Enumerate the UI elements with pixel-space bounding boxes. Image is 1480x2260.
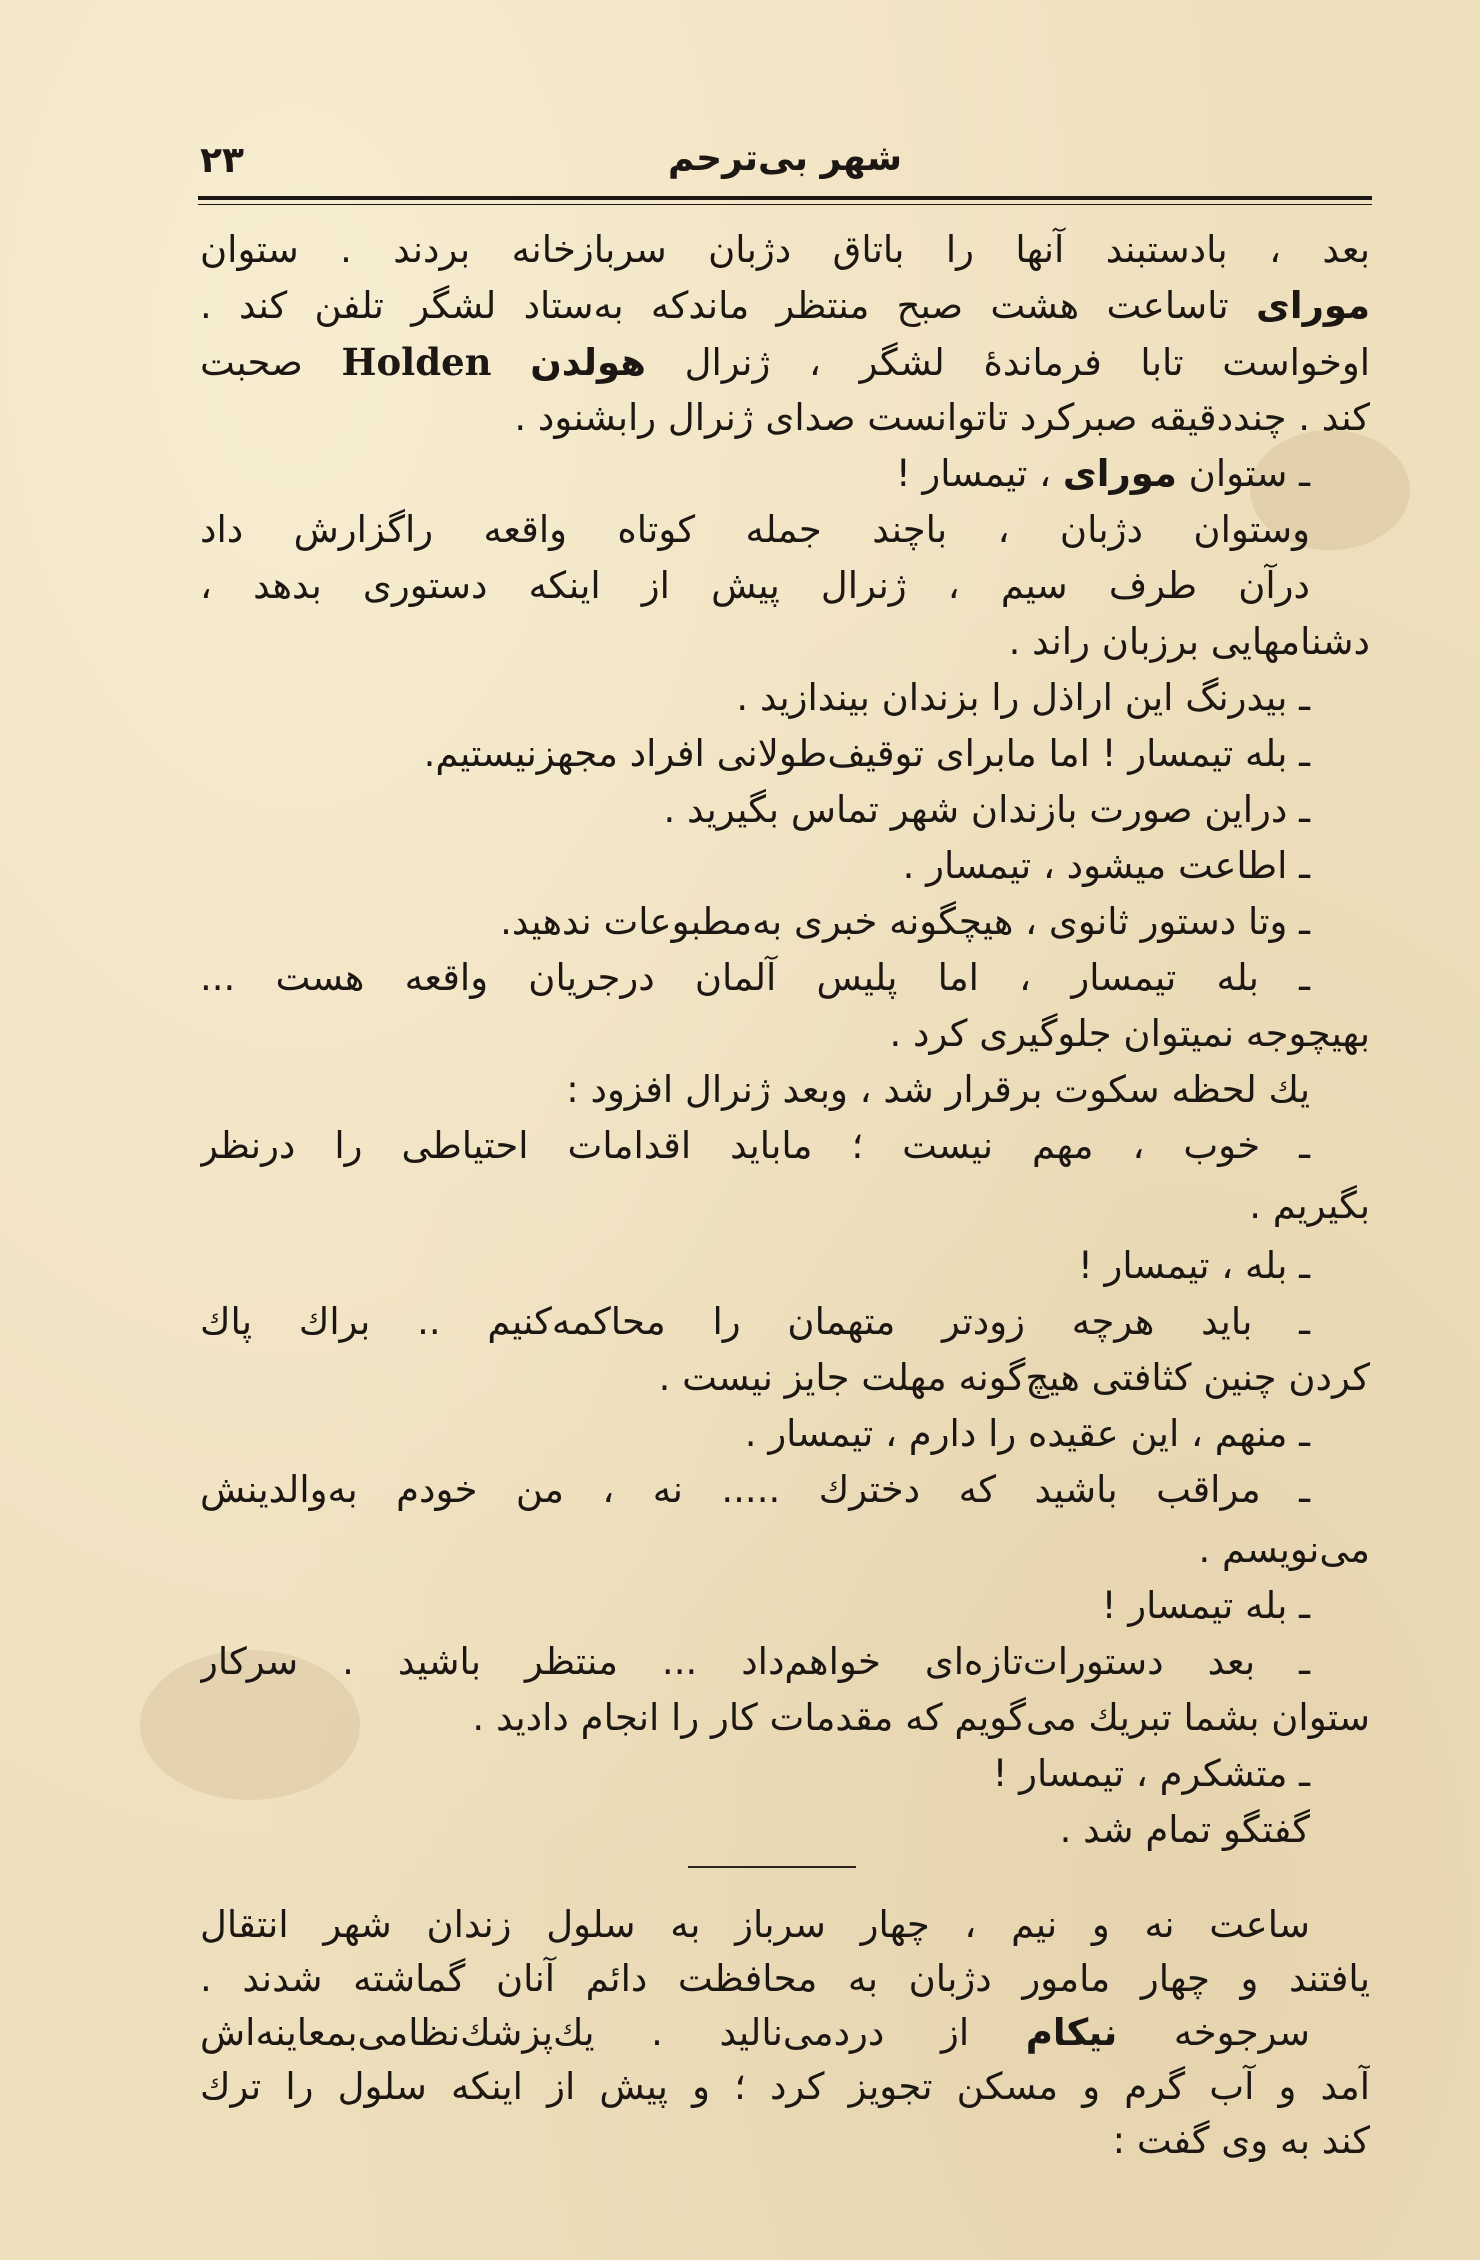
- text-span: بگیریم .: [1249, 1184, 1370, 1227]
- text-span: ـ بله تیمسار ! اما مابرای توقیف‌طولانی افراد مجهزنیستیم.: [423, 732, 1310, 775]
- text-line: [200, 390, 1370, 446]
- text-span: ـ ستوان: [1188, 452, 1310, 495]
- text-span: بعد ، بادستبند آنها را باتاق دژبان سربازخانه بردند . ستوان: [200, 228, 1370, 271]
- dialogue-line: [200, 1294, 1370, 1350]
- text-line: [200, 502, 1370, 558]
- text-line: [200, 1522, 1370, 1578]
- text-span: یافتند و چهار مامور دژبان به محافظت دائم آنان گماشته شدند .: [200, 1957, 1370, 2000]
- header-rule-thick: [198, 196, 1372, 200]
- text-span: ـ خوب ، مهم نیست ؛ مابايد اقدامات احتیاطی را درنظر: [200, 1124, 1310, 1167]
- latin-name: Holden: [341, 340, 492, 384]
- dialogue-line: [200, 950, 1370, 1006]
- text-span: تاساعت هشت صبح منتظر ماندکه به‌ستاد لشگر تلفن کند .: [200, 284, 1229, 327]
- text-line: [200, 1062, 1370, 1118]
- dialogue-line: [200, 1746, 1370, 1802]
- text-span: ـ بعد دستورات‌تازه‌ای خواهم‌داد ... منتظر باشید . سرکار: [200, 1640, 1310, 1683]
- running-title: شهر بی‌ترحم: [667, 138, 903, 179]
- text-line: [200, 334, 1370, 390]
- text-line: [200, 1802, 1370, 1858]
- text-span: بهیچوجه نمیتوان جلوگیری کرد .: [889, 1012, 1370, 1055]
- text-line: [200, 614, 1370, 670]
- text-span: ـ بله ، تیمسار !: [1077, 1244, 1310, 1287]
- dialogue-line: [200, 1634, 1370, 1690]
- page-number: ۲۳: [200, 140, 244, 181]
- text-line: [200, 1898, 1370, 1952]
- text-span: آمد و آب گرم و مسکن تجویز کرد ؛ و پیش از اینکه سلول را ترك: [200, 2065, 1370, 2108]
- dialogue-line: [200, 1238, 1370, 1294]
- character-name-bold: مورای: [1062, 452, 1177, 495]
- section-divider: [688, 1866, 856, 1868]
- text-line: [200, 558, 1370, 614]
- text-span: ـ وتا دستور ثانوی ، هیچگونه خبری به‌مطبوعات ندهید.: [500, 900, 1310, 943]
- text-span: یك لحظه سکوت برقرار شد ، وبعد ژنرال افزود :: [566, 1068, 1310, 1111]
- character-name-bold: هولدن: [530, 341, 646, 384]
- text-span: کند به وی گفت :: [1112, 2119, 1370, 2162]
- dialogue-line: [200, 446, 1370, 502]
- text-span: ستوان بشما تبریك می‌گویم که مقدمات کار را انجام دادید .: [472, 1696, 1370, 1739]
- text-span: کند . چنددقیقه صبرکرد تاتوانست صدای ژنرال رابشنود .: [514, 396, 1370, 439]
- text-span: صحبت: [200, 341, 303, 384]
- text-span: ، تیمسار !: [895, 452, 1052, 495]
- body-text-second: [200, 1898, 1370, 2168]
- text-span: ـ بیدرنگ این اراذل را بزندان بیندازید .: [736, 676, 1310, 719]
- dialogue-line: [200, 670, 1370, 726]
- text-line: [200, 1952, 1370, 2006]
- text-span: درآن طرف سیم ، ژنرال پیش از اینکه دستوری بدهد ،: [200, 564, 1310, 607]
- text-span: کردن چنین کثافتی هیچ‌گونه مهلت جایز نیست .: [658, 1356, 1370, 1399]
- text-line: [200, 278, 1370, 334]
- text-span: دشنامهایی برزبان راند .: [1008, 620, 1370, 663]
- dialogue-line: [200, 838, 1370, 894]
- text-span: ـ اطاعت میشود ، تیمسار .: [902, 844, 1310, 887]
- text-span: ـ منهم ، این عقیده را دارم ، تیمسار .: [744, 1412, 1310, 1455]
- text-line: [200, 1006, 1370, 1062]
- text-span: ـ بله تیمسار !: [1101, 1584, 1310, 1627]
- text-span: اوخواست تابا فرماندهٔ لشگر ، ژنرال: [684, 341, 1370, 384]
- text-line: [200, 2114, 1370, 2168]
- dialogue-line: [200, 782, 1370, 838]
- dialogue-line: [200, 726, 1370, 782]
- text-span: ـ بله تیمسار ، اما پلیس آلمان درجریان واقعه هست ...: [200, 956, 1310, 999]
- text-line: [200, 2006, 1370, 2060]
- header-rule-thin: [198, 204, 1372, 205]
- text-span: گفتگو تمام شد .: [1059, 1808, 1310, 1851]
- dialogue-line: [200, 1406, 1370, 1462]
- character-name-bold: مورای: [1256, 284, 1370, 327]
- text-span: ـ مراقب باشید که دخترك ..... نه ، من خودم به‌والدینش: [200, 1468, 1310, 1511]
- text-line: [200, 1178, 1370, 1234]
- dialogue-line: [200, 894, 1370, 950]
- text-span: ـ باید هرچه زودتر متهمان را محاکمه‌کنیم .. براك پاك: [200, 1300, 1310, 1343]
- text-span: ساعت نه و نیم ، چهار سرباز به سلول زندان شهر انتقال: [200, 1903, 1310, 1946]
- text-line: [200, 2060, 1370, 2114]
- dialogue-line: [200, 1118, 1370, 1174]
- body-text: [200, 222, 1370, 1858]
- text-line: [200, 222, 1370, 278]
- text-line: [200, 1690, 1370, 1746]
- text-line: [200, 1350, 1370, 1406]
- text-span: سرجوخه: [1173, 2011, 1311, 2054]
- character-name-bold: نیکام: [1025, 2011, 1118, 2054]
- dialogue-line: [200, 1578, 1370, 1634]
- page-header: [200, 138, 1370, 188]
- text-span: ـ متشکرم ، تیمسار !: [992, 1752, 1310, 1795]
- text-span: می‌نویسم .: [1198, 1528, 1370, 1571]
- text-span: ـ دراین صورت بازندان شهر تماس بگیرید .: [663, 788, 1310, 831]
- text-span: وستوان دژبان ، باچند جمله کوتاه واقعه راگزارش داد: [200, 508, 1310, 551]
- text-span: از دردمی‌نالید . یك‌پزشك‌نظامی‌بمعاینه‌اش: [200, 2011, 970, 2054]
- dialogue-line: [200, 1462, 1370, 1518]
